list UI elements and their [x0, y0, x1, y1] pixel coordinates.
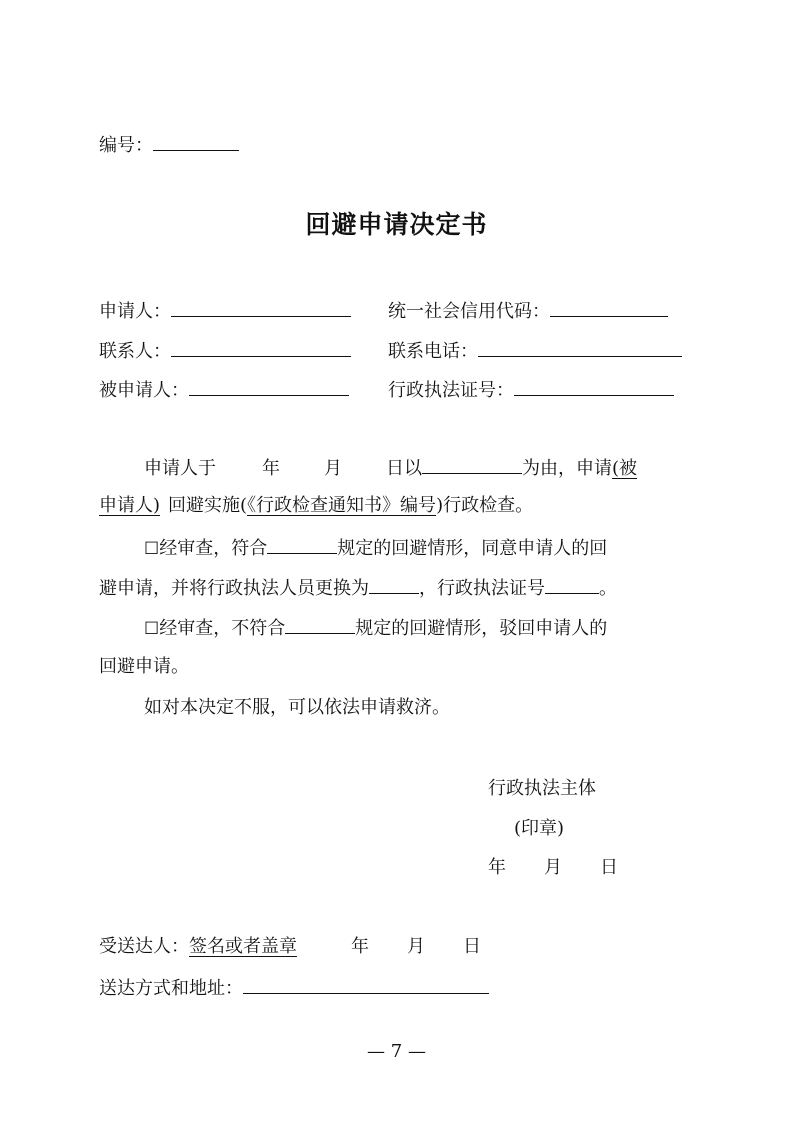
- phone-blank[interactable]: [478, 338, 682, 357]
- p1-text-a: 申请人于: [144, 458, 216, 479]
- paragraph-4: 如对本决定不服，可以依法申请救济。: [144, 697, 450, 718]
- p1-year: 年: [262, 458, 280, 479]
- doc-number-blank[interactable]: [153, 132, 239, 151]
- p3-text-a: 经审查，不符合: [159, 618, 286, 639]
- p1-month: 月: [324, 458, 342, 479]
- phone-label: 联系电话：: [388, 341, 478, 362]
- p2-license-blank[interactable]: [545, 575, 599, 594]
- p1-day: 日以: [386, 458, 422, 479]
- signature-month: 月: [544, 857, 562, 878]
- p1-reason: 为由，申请: [522, 458, 612, 479]
- applicant-row: [99, 298, 351, 324]
- applicant-blank[interactable]: [171, 298, 351, 317]
- paragraph-3-line-2: [99, 655, 189, 679]
- p3-rule-blank[interactable]: [285, 615, 355, 634]
- doc-number-label: 编号：: [99, 135, 153, 156]
- p2-staff-blank[interactable]: [369, 575, 419, 594]
- respondent-blank[interactable]: [189, 377, 349, 396]
- p1-notice: 《行政检查通知书》编号: [247, 495, 437, 516]
- respondent-row: [99, 377, 349, 403]
- signature-entity: 行政执法主体: [488, 778, 596, 799]
- reject-checkbox[interactable]: ☐: [144, 619, 160, 639]
- paragraph-1-line-1: [144, 455, 637, 481]
- signature-day: 日: [600, 857, 618, 878]
- respondent-label: 被申请人：: [99, 380, 189, 401]
- credit-code-label: 统一社会信用代码：: [388, 301, 550, 322]
- delivery-day: 日: [463, 936, 481, 957]
- p2-text-b: 规定的回避情形，同意申请人的回: [337, 538, 608, 559]
- delivery-year: 年: [351, 936, 369, 957]
- p1-target-part-1: (被: [612, 458, 638, 479]
- license-blank[interactable]: [514, 377, 674, 396]
- recipient-label: 受送达人：: [99, 936, 189, 957]
- method-label: 送达方式和地址：: [99, 978, 243, 999]
- license-label: 行政执法证号：: [388, 380, 514, 401]
- paragraph-3-line-1: [144, 615, 607, 641]
- delivery-method-row: [99, 975, 489, 1001]
- p3-text-b: 规定的回避情形，驳回申请人的: [355, 618, 608, 639]
- p1-target-part-2: 申请人): [99, 495, 161, 516]
- paragraph-2-line-2: [99, 575, 617, 601]
- signature-seal: (印章): [514, 818, 565, 839]
- p2-text-e: 。: [599, 578, 617, 599]
- phone-row: [388, 338, 682, 364]
- p1-end: )行政检查。: [436, 495, 534, 516]
- delivery-recipient-row: [99, 935, 481, 959]
- method-blank[interactable]: [243, 975, 489, 994]
- p1-reason-blank[interactable]: [422, 455, 522, 474]
- p2-text-a: 经审查，符合: [159, 538, 268, 559]
- signature-year: 年: [488, 857, 506, 878]
- contact-blank[interactable]: [171, 338, 351, 357]
- p2-text-c: 避申请，并将行政执法人员更换为: [99, 578, 369, 599]
- p1-avoid: 回避实施(: [168, 495, 248, 516]
- paragraph-2-line-1: [144, 535, 607, 561]
- contact-label: 联系人：: [99, 341, 171, 362]
- credit-code-blank[interactable]: [550, 298, 668, 317]
- paragraph-1-line-2: [99, 494, 533, 518]
- signature-date: [488, 856, 618, 880]
- credit-code-row: [388, 298, 668, 324]
- contact-row: [99, 338, 351, 364]
- p3-text-c: 回避申请。: [99, 656, 189, 677]
- applicant-label: 申请人：: [99, 301, 171, 322]
- doc-number-row: [99, 132, 239, 158]
- p2-rule-blank[interactable]: [267, 535, 337, 554]
- p2-text-d: ，行政执法证号: [419, 578, 545, 599]
- document-title: 回避申请决定书: [305, 210, 488, 239]
- page-number: — 7 —: [367, 1041, 426, 1062]
- recipient-sign[interactable]: 签名或者盖章: [189, 936, 297, 957]
- delivery-month: 月: [407, 936, 425, 957]
- license-row: [388, 377, 674, 403]
- approve-checkbox[interactable]: ☐: [144, 539, 160, 559]
